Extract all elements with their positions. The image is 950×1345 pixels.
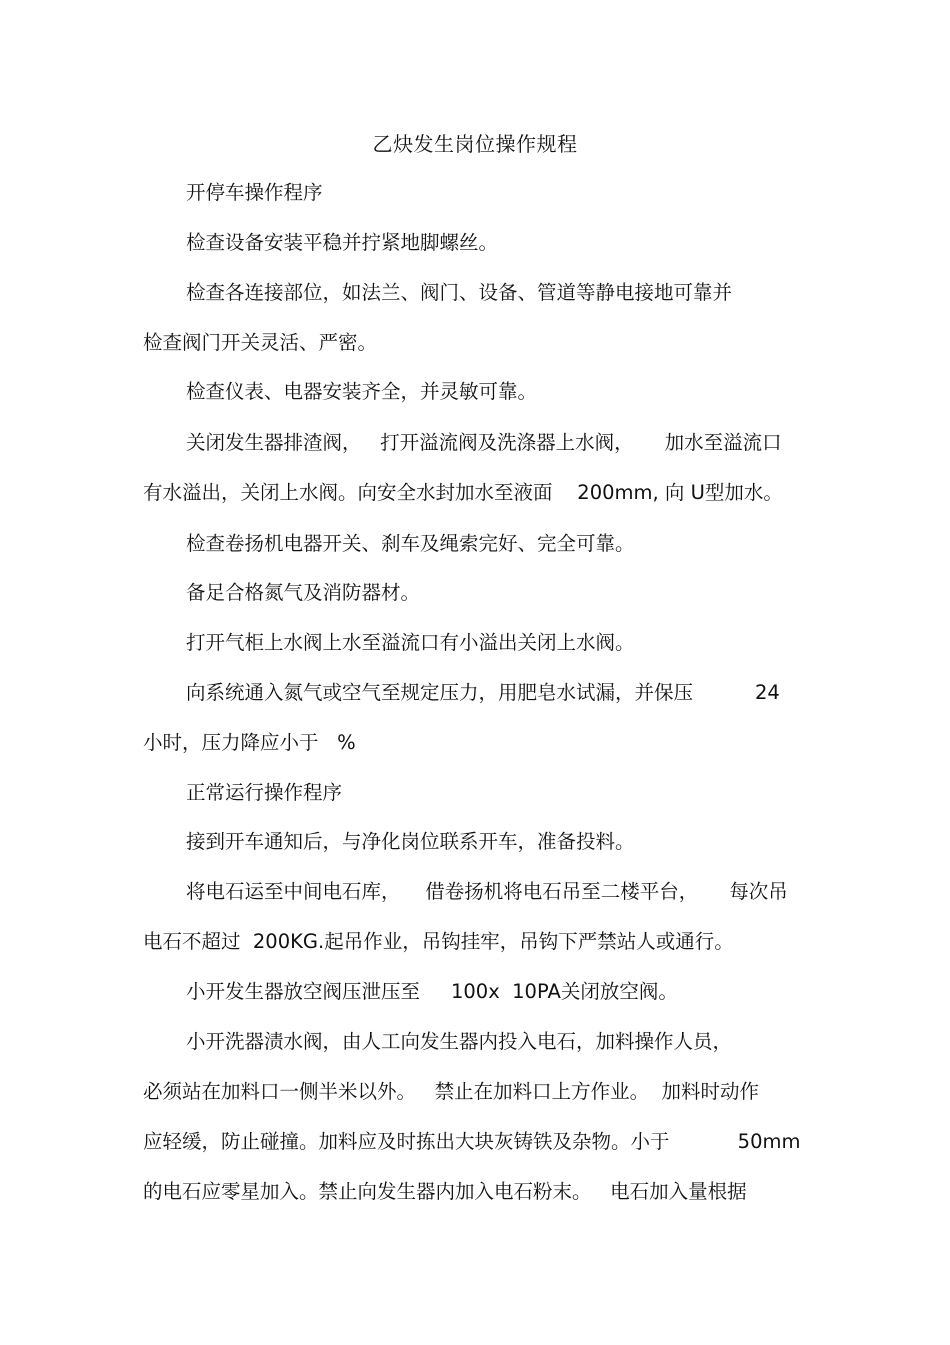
text-line: 检查设备安装平稳并拧紧地脚螺丝。 — [186, 231, 499, 254]
document-title: 乙炔发生岗位操作规程 — [372, 132, 578, 156]
text-line: 接到开车通知后，与净化岗位联系开车，准备投料。 — [186, 830, 635, 853]
text-line: 小开洗器渍水阀，由人工向发生器内投入电石，加料操作人员， — [186, 1030, 733, 1053]
text-line: 检查卷扬机电器开关、刹车及绳索完好、完全可靠。 — [186, 532, 635, 555]
text-line: 的电石应零星加入。禁止向发生器内加入电石粉末。 电石加入量根据 — [143, 1180, 747, 1203]
text-line: 必须站在加料口一侧半米以外。 禁止在加料口上方作业。 加料时动作 — [143, 1080, 759, 1103]
text-line: 检查仪表、电器安装齐全，并灵敏可靠。 — [186, 380, 538, 403]
text-line: 备足合格氮气及消防器材。 — [186, 581, 421, 604]
text-line: 打开气柜上水阀上水至溢流口有小溢出关闭上水阀。 — [186, 631, 635, 654]
text-line: 关闭发生器排渣阀， 打开溢流阀及洗涤器上水阀， 加水至溢流口 — [186, 431, 782, 454]
text-line: 应轻缓，防止碰撞。加料应及时拣出大块灰铸铁及杂物。小于 50mm — [143, 1130, 801, 1153]
text-line: 有水溢出，关闭上水阀。向安全水封加水至液面 200mm, 向 U型加水。 — [143, 481, 783, 504]
text-line: 小开发生器放空阀压泄压至 100x 10PA关闭放空阀。 — [186, 980, 678, 1003]
text-line: 检查各连接部位，如法兰、阀门、设备、管道等静电接地可靠并 — [186, 281, 733, 304]
text-line: 小时，压力降应小于 % — [143, 731, 356, 754]
text-line: 开停车操作程序 — [186, 181, 323, 204]
text-line: 电石不超过 200KG.起吊作业，吊钩挂牢，吊钩下严禁站人或通行。 — [143, 930, 734, 953]
section-heading: 正常运行操作程序 — [186, 781, 343, 804]
text-line: 将电石运至中间电石库， 借卷扬机将电石吊至二楼平台， 每次吊 — [186, 880, 788, 903]
text-line: 检查阀门开关灵活、严密。 — [143, 331, 378, 354]
text-line: 向系统通入氮气或空气至规定压力，用肥皂水试漏，并保压 24 — [186, 681, 780, 704]
